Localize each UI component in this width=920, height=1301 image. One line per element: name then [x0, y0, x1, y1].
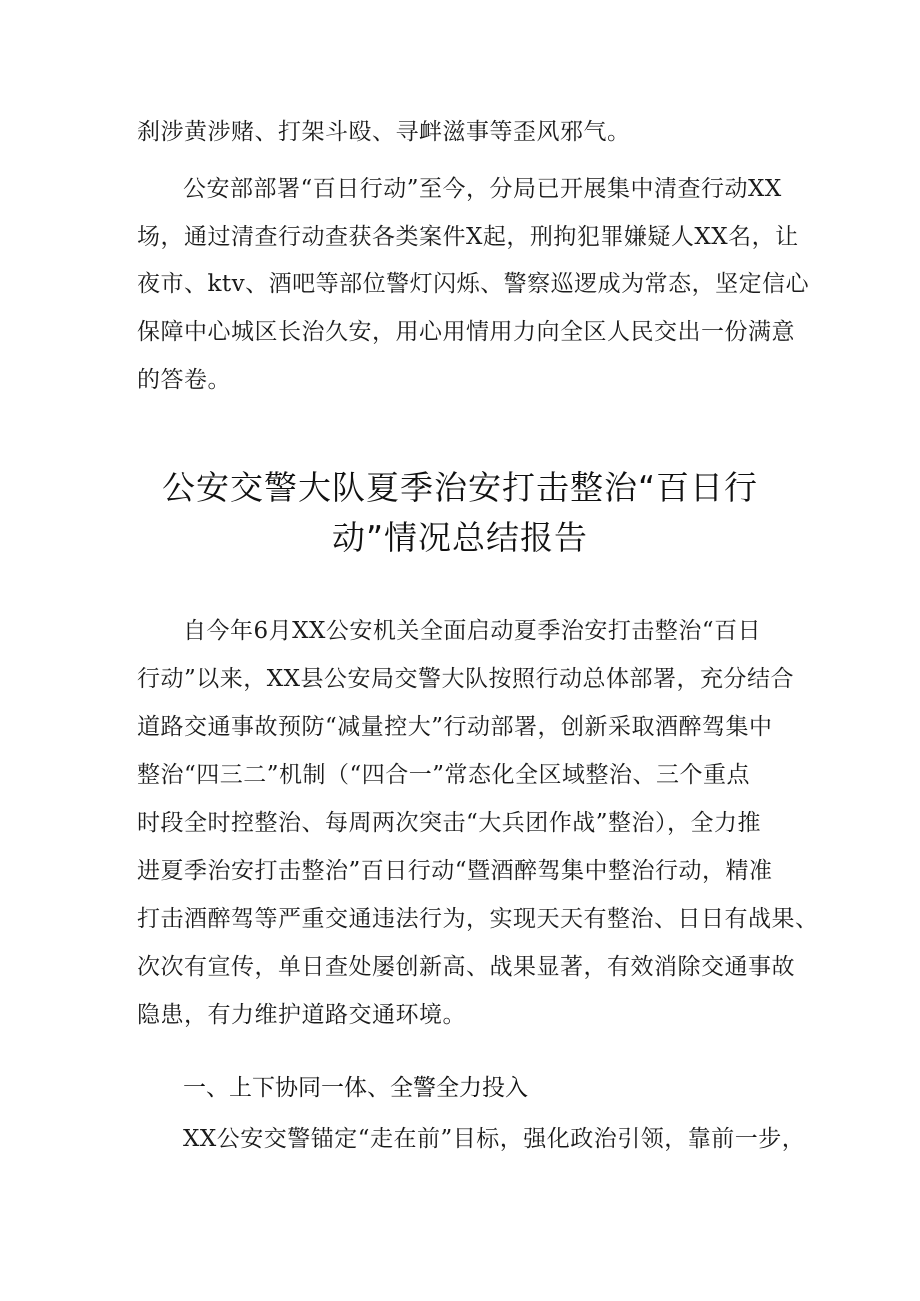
- paragraph-line: XX公安交警锚定“走在前”目标，强化政治引领，靠前一步，: [183, 1126, 806, 1152]
- paragraph-line: 道路交通事故预防“减量控大”行动部署，创新采取酒醉驾集中: [137, 714, 773, 740]
- paragraph-line: 公安部部署“百日行动”至今，分局已开展集中清查行动XX: [183, 176, 782, 202]
- paragraph-line: 的答卷。: [137, 367, 231, 393]
- paragraph-line: 整治“四三二”机制（“四合一”常态化全区域整治、三个重点: [137, 762, 751, 788]
- paragraph-line: 夜市、ktv、酒吧等部位警灯闪烁、警察巡逻成为常态，坚定信心: [137, 271, 810, 297]
- paragraph-line: 打击酒醉驾等严重交通违法行为，实现天天有整治、日日有战果、: [137, 906, 819, 932]
- report-title-line: 公安交警大队夏季治安打击整治“百日行: [161, 468, 759, 507]
- report-title-line: 动”情况总结报告: [331, 518, 589, 557]
- paragraph-line: 时段全时控整治、每周两次突击“大兵团作战”整治），全力推: [137, 810, 762, 836]
- paragraph-line: 保障中心城区长治久安，用心用情用力向全区人民交出一份满意: [137, 319, 795, 345]
- paragraph-line: 行动”以来，XX县公安局交警大队按照行动总体部署，充分结合: [137, 666, 795, 692]
- paragraph-line: 自今年6月XX公安机关全面启动夏季治安打击整治“百日: [183, 618, 762, 644]
- section-heading: 一、上下协同一体、全警全力投入: [183, 1075, 528, 1101]
- paragraph-line: 进夏季治安打击整治”百日行动“暨酒醉驾集中整治行动，精准: [137, 858, 773, 884]
- paragraph-line: 次次有宣传，单日查处屡创新高、战果显著，有效消除交通事故: [137, 954, 795, 980]
- paragraph-line: 刹涉黄涉赌、打架斗殴、寻衅滋事等歪风邪气。: [137, 119, 631, 145]
- paragraph-line: 场，通过清查行动查获各类案件X起，刑拘犯罪嫌疑人XX名，让: [137, 224, 799, 250]
- paragraph-line: 隐患，有力维护道路交通环境。: [137, 1002, 466, 1028]
